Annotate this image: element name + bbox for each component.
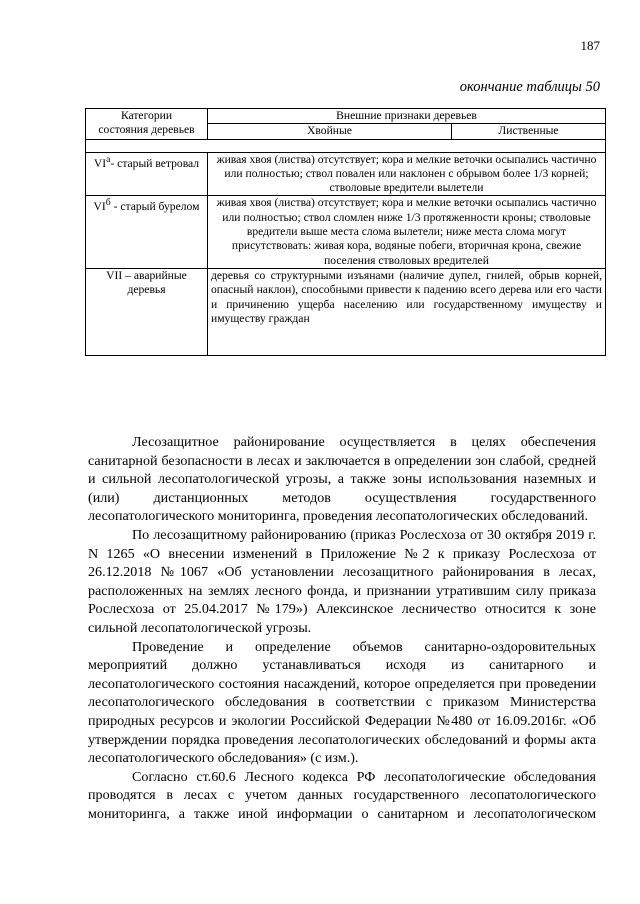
header-external-signs: Внешние признаки деревьев bbox=[208, 109, 606, 124]
category-cell bbox=[86, 196, 208, 268]
header-categories-line1: Категории bbox=[120, 109, 173, 122]
table-row bbox=[86, 196, 606, 268]
table-caption: окончание таблицы 50 bbox=[459, 79, 600, 95]
tree-condition-table bbox=[85, 108, 606, 356]
header-deciduous: Лиственные bbox=[452, 124, 606, 139]
category-superscript: а bbox=[106, 153, 111, 165]
table-header-row bbox=[86, 109, 606, 124]
category-label: - старый бурелом bbox=[110, 200, 200, 214]
category-cell: VII – аварийные деревья bbox=[86, 268, 208, 355]
category-label: - старый ветровал bbox=[110, 156, 200, 170]
paragraph: Проведение и определение объемов санитарно-оздоровительных мероприятий должно устанавливаться исходя из санитарного и лесопатологического состояния насаждений, которое определяется при проведении лесопатологического обследования в соответствии с приказом Министерства природных ресурсов и экологии Российской Федерации №480 от 16.09.2016г. «Об утверждении порядка проведения лесопатологических обследований и формы акта лесопатологического обследования» (с изм.). bbox=[88, 638, 596, 767]
table-spacer-row bbox=[86, 139, 606, 152]
category-roman: VI bbox=[93, 200, 106, 214]
category-superscript: б bbox=[105, 197, 111, 209]
page-number: 187 bbox=[580, 38, 600, 53]
header-categories-line2: состояния деревьев bbox=[98, 123, 195, 137]
category-cell bbox=[86, 152, 208, 196]
description-cell: деревья со структурными изъянами (наличие дупел, гнилей, обрыв корней, опасный наклон), способными привести к падению всего дерева или его части и причинению ущерба населению или государственному имуществу и имуществу граждан bbox=[208, 268, 606, 355]
paragraph: По лесозащитному районированию (приказ Рослесхоза от 30 октября 2019 г. N 1265 «О внесении изменений в Приложение №2 к приказу Рослесхоза от 26.12.2018 №1067 «Об установлении лесозащитного районирования в лесах, расположенных на землях лесного фонда, и признании утратившим силу приказа Рослесхоза от 25.04.2017 №179») Алексинское лесничество относится к зоне сильной лесопатологической угрозы. bbox=[88, 526, 596, 636]
description-cell: живая хвоя (листва) отсутствует; кора и мелкие веточки осыпались частично или полностью; ствол повален или наклонен с обрывом более 1/3 корней; стволовые вредители вылетели bbox=[208, 152, 606, 196]
header-conifers: Хвойные bbox=[208, 124, 452, 139]
paragraph: Лесозащитное районирование осуществляется в целях обеспечения санитарной безопасности в лесах и заключается в определении зон слабой, средней и сильной лесопатологической угрозы, а также зоны использования наземных и (или) дистанционных методов осуществления государственного лесопатологического мониторинга, проведения лесопатологических обследований. bbox=[88, 434, 596, 525]
paragraph: Согласно ст.60.6 Лесного кодекса РФ лесопатологические обследования проводятся в лесах с учетом данных государственного лесопатологического мониторинга, а также иной информации о санитарном и лесопатологическом bbox=[88, 768, 596, 822]
description-cell: живая хвоя (листва) отсутствует; кора и мелкие веточки осыпались частично или полностью; ствол сломлен ниже 1/3 протяженности кроны; стволовые вредители выше места слома вылетели; ниже места слома могут присутствовать: живая кора, водяные побеги, вторичная крона, свежие поселения стволовых вредителей bbox=[208, 196, 606, 268]
table-row bbox=[86, 152, 606, 196]
header-categories bbox=[86, 109, 208, 140]
table-row bbox=[86, 268, 606, 355]
body-text bbox=[88, 433, 596, 823]
category-roman: VI bbox=[93, 156, 107, 170]
